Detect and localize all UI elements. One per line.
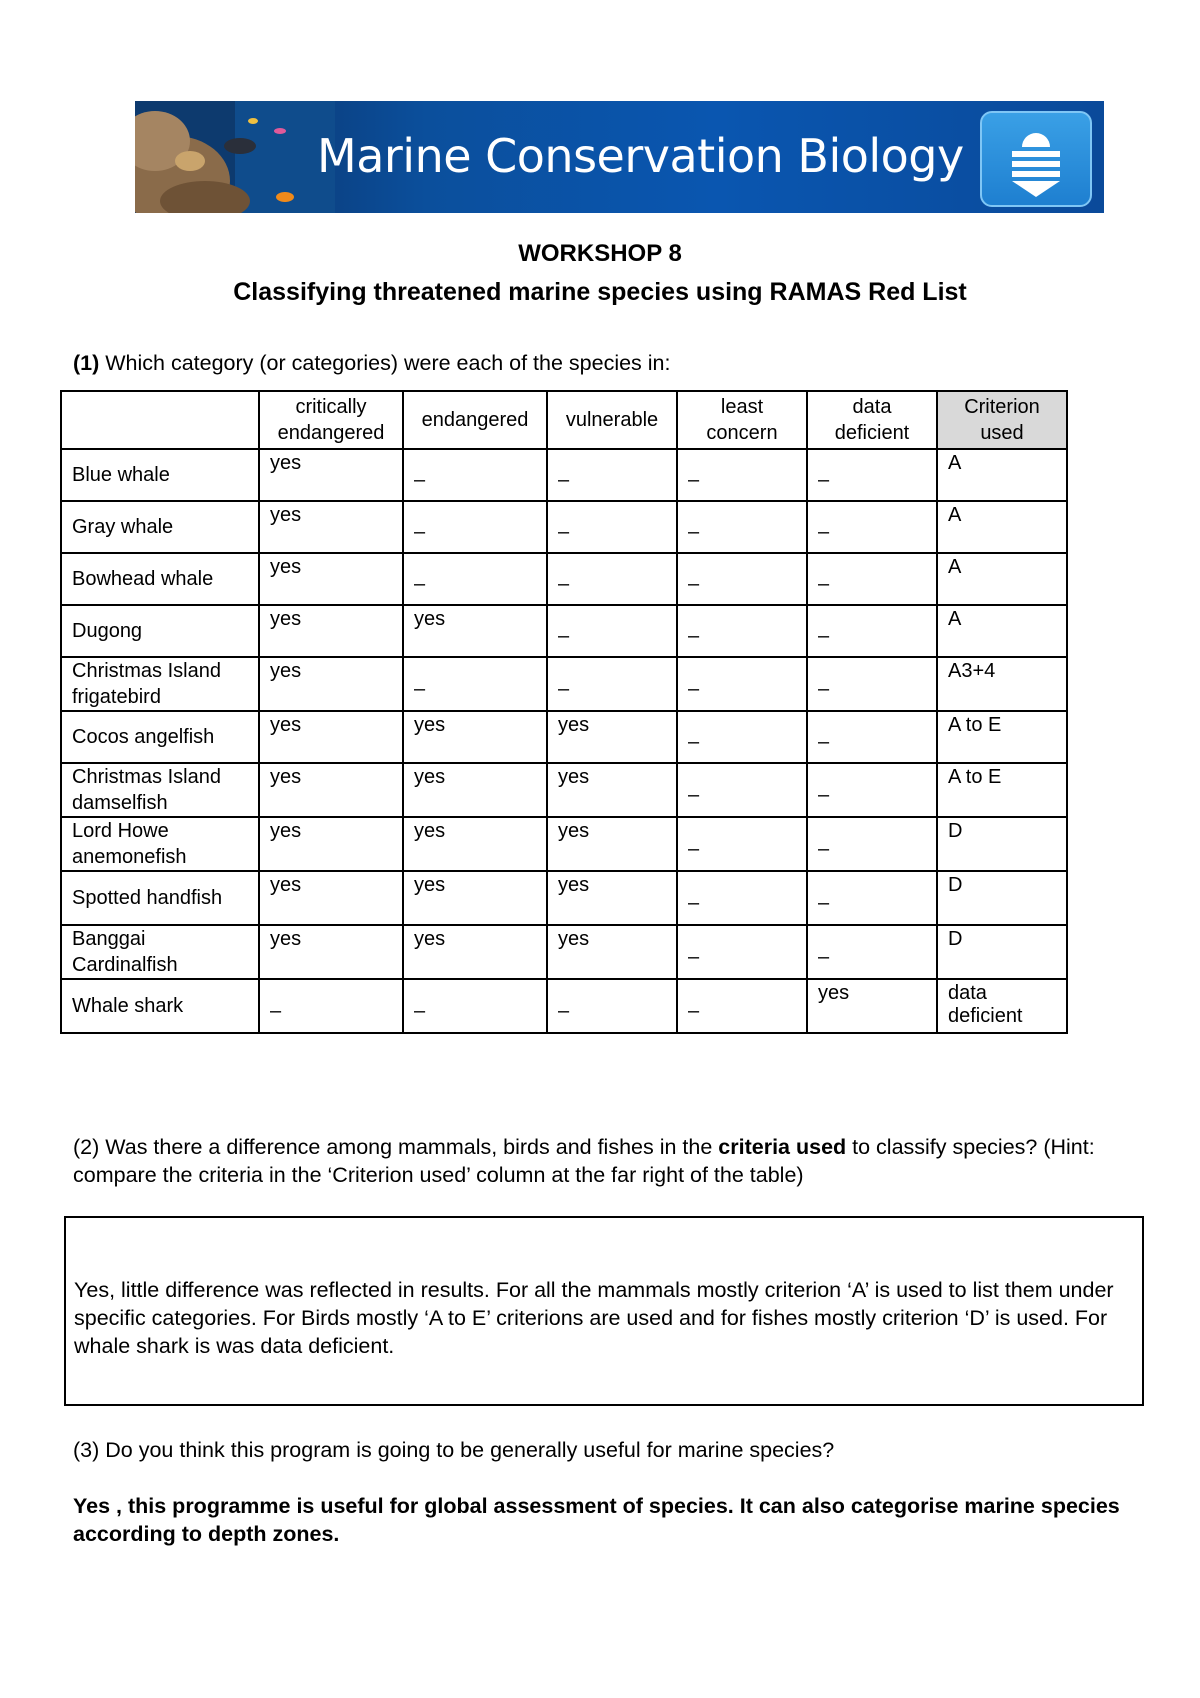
answer-2-text: Yes, little difference was reflected in results. For all the mammals mostly criterion ‘A’ is used to list them under specific categories. For Birds mostly ‘A to E’ criterions are used and for fishes mostly criterion ‘D’ is used. For whale shark is was data deficient. <box>74 1278 1114 1358</box>
column-header: critically endangered <box>259 391 403 449</box>
category-cell: – <box>403 657 547 711</box>
column-header: Criterion used <box>937 391 1067 449</box>
category-cell: – <box>403 979 547 1033</box>
category-cell: – <box>547 605 677 657</box>
criterion-cell: D <box>937 925 1067 979</box>
criterion-cell: A to E <box>937 763 1067 817</box>
table-row <box>61 817 1067 871</box>
category-cell: – <box>807 501 937 553</box>
category-cell: yes <box>403 605 547 657</box>
category-cell: – <box>677 553 807 605</box>
category-cell: yes <box>547 763 677 817</box>
category-cell: yes <box>403 763 547 817</box>
table-header-row <box>61 391 1067 449</box>
column-header: data deficient <box>807 391 937 449</box>
category-cell: – <box>547 449 677 501</box>
category-cell: yes <box>259 871 403 925</box>
question-2-text-end: to classify species? (Hint: compare the criteria in the ‘Criterion used’ column at the far right of the table) <box>73 1135 1095 1187</box>
species-name-cell: Bowhead whale <box>61 553 259 605</box>
category-cell: yes <box>547 711 677 763</box>
category-cell: – <box>547 979 677 1033</box>
species-name-cell: Cocos angelfish <box>61 711 259 763</box>
table-row <box>61 657 1067 711</box>
category-cell: – <box>547 657 677 711</box>
category-cell: – <box>677 605 807 657</box>
category-cell: yes <box>807 979 937 1033</box>
category-cell: yes <box>547 817 677 871</box>
category-cell: – <box>807 871 937 925</box>
category-cell: – <box>677 925 807 979</box>
category-cell: – <box>677 817 807 871</box>
workshop-heading: WORKSHOP 8 <box>518 240 682 267</box>
category-cell: yes <box>547 925 677 979</box>
table-row <box>61 553 1067 605</box>
question-1 <box>73 349 671 377</box>
category-cell: – <box>677 979 807 1033</box>
species-name-cell: Blue whale <box>61 449 259 501</box>
category-cell: – <box>807 605 937 657</box>
species-name-cell: Whale shark <box>61 979 259 1033</box>
category-cell: yes <box>259 605 403 657</box>
table-row <box>61 871 1067 925</box>
reef-photo-image <box>135 101 335 213</box>
category-cell: yes <box>259 449 403 501</box>
category-cell: yes <box>403 871 547 925</box>
criterion-cell: A <box>937 553 1067 605</box>
category-cell: – <box>807 657 937 711</box>
criterion-cell: A3+4 <box>937 657 1067 711</box>
column-header: endangered <box>403 391 547 449</box>
criterion-cell: D <box>937 817 1067 871</box>
species-table <box>60 390 1068 1034</box>
category-cell: yes <box>259 501 403 553</box>
species-name-cell: Christmas Island frigatebird <box>61 657 259 711</box>
species-name-cell: Gray whale <box>61 501 259 553</box>
table-row <box>61 501 1067 553</box>
criterion-cell: data deficient <box>937 979 1067 1033</box>
species-name-cell: Spotted handfish <box>61 871 259 925</box>
category-cell: – <box>677 763 807 817</box>
criterion-cell: A <box>937 501 1067 553</box>
table-row <box>61 979 1067 1033</box>
category-cell: – <box>677 449 807 501</box>
criterion-cell: A <box>937 605 1067 657</box>
university-crest-icon <box>980 111 1092 207</box>
category-cell: yes <box>259 817 403 871</box>
criterion-cell: D <box>937 871 1067 925</box>
category-cell: yes <box>403 711 547 763</box>
category-cell: – <box>807 553 937 605</box>
category-cell: – <box>677 501 807 553</box>
category-cell: yes <box>259 925 403 979</box>
question-2-emphasis: criteria used <box>718 1135 847 1159</box>
category-cell: – <box>807 763 937 817</box>
table-row <box>61 449 1067 501</box>
category-cell: – <box>403 501 547 553</box>
criterion-cell: A <box>937 449 1067 501</box>
answer-box <box>64 1216 1144 1406</box>
category-cell: – <box>807 925 937 979</box>
species-name-cell: Dugong <box>61 605 259 657</box>
category-cell: – <box>807 711 937 763</box>
page-title: Classifying threatened marine species using RAMAS Red List <box>233 278 967 306</box>
category-cell: yes <box>259 553 403 605</box>
category-cell: – <box>677 657 807 711</box>
header-blank-cell <box>61 391 259 449</box>
category-cell: yes <box>259 711 403 763</box>
answer-3-text: Yes , this programme is useful for global assessment of species. It can also categorise marine species according to depth zones. <box>73 1494 1120 1546</box>
table-row <box>61 711 1067 763</box>
category-cell: – <box>403 553 547 605</box>
question-1-number: (1) <box>73 351 100 375</box>
category-cell: – <box>677 871 807 925</box>
category-cell: – <box>547 553 677 605</box>
category-cell: yes <box>403 817 547 871</box>
category-cell: – <box>807 449 937 501</box>
banner-title: Marine Conservation Biology <box>317 129 964 183</box>
table-row <box>61 925 1067 979</box>
species-name-cell: Lord Howe anemonefish <box>61 817 259 871</box>
category-cell: – <box>259 979 403 1033</box>
category-cell: yes <box>259 763 403 817</box>
species-name-cell: Christmas Island damselfish <box>61 763 259 817</box>
category-cell: – <box>547 501 677 553</box>
question-3: (3) Do you think this program is going to be generally useful for marine species? <box>73 1438 835 1462</box>
table-row <box>61 605 1067 657</box>
category-cell: yes <box>547 871 677 925</box>
category-cell: – <box>677 711 807 763</box>
criterion-cell: A to E <box>937 711 1067 763</box>
category-cell: yes <box>259 657 403 711</box>
question-2 <box>73 1133 1133 1189</box>
column-header: vulnerable <box>547 391 677 449</box>
category-cell: – <box>807 817 937 871</box>
species-name-cell: Banggai Cardinalfish <box>61 925 259 979</box>
table-row <box>61 763 1067 817</box>
header-banner <box>135 101 1104 213</box>
question-2-text: (2) Was there a difference among mammals, birds and fishes in the <box>73 1135 719 1159</box>
column-header: least concern <box>677 391 807 449</box>
category-cell: yes <box>403 925 547 979</box>
question-1-text: Which category (or categories) were each of the species in: <box>99 351 671 375</box>
category-cell: – <box>403 449 547 501</box>
